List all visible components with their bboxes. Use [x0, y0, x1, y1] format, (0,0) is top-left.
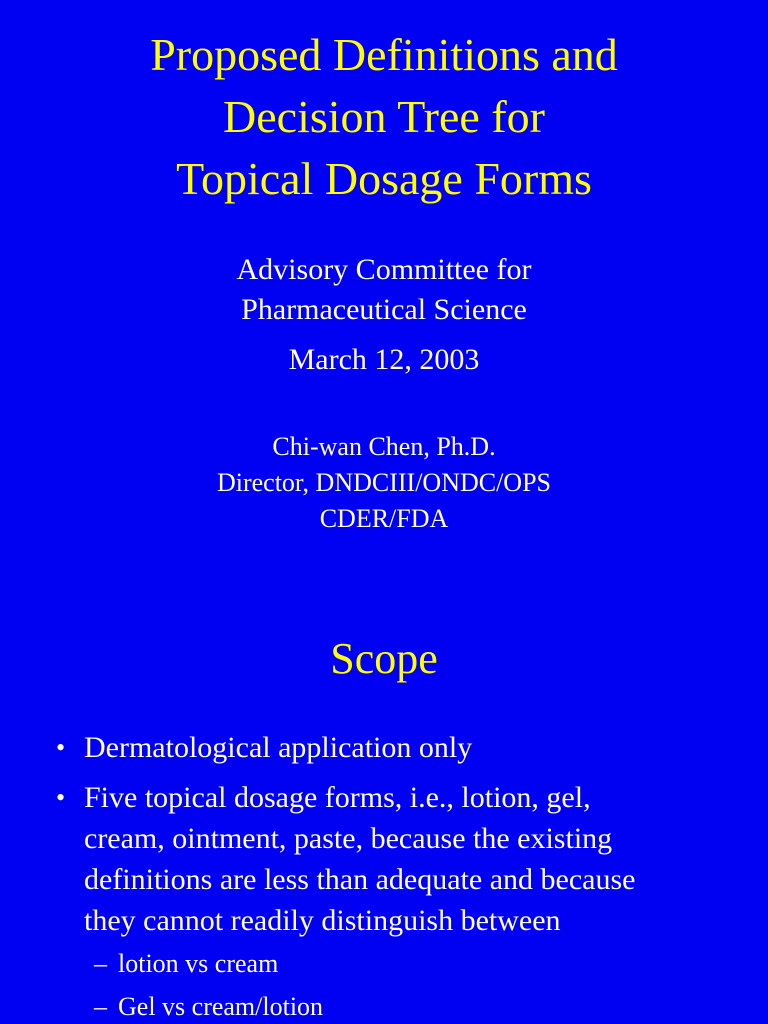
bullet-text-line-3: definitions are less than adequate and because: [84, 863, 636, 896]
bullet-text: Dermatological application only: [84, 731, 473, 764]
dash-icon: –: [94, 949, 107, 978]
bullet-dot-icon: •: [56, 783, 66, 812]
author-organization: CDER/FDA: [319, 504, 449, 533]
slide-title-line-2: Decision Tree for: [223, 91, 545, 142]
presentation-date: March 12, 2003: [288, 343, 480, 376]
scope-title: Scope: [330, 634, 438, 683]
subbullet-text: Gel vs cream/lotion: [118, 992, 324, 1021]
author-name: Chi-wan Chen, Ph.D.: [272, 432, 496, 461]
author-title: Director, DNDCIII/ONDC/OPS: [216, 468, 552, 497]
subbullet-text: lotion vs cream: [118, 949, 279, 978]
bullet-text-line-2: cream, ointment, paste, because the existing: [84, 822, 613, 855]
slide-title-line-1: Proposed Definitions and: [150, 29, 618, 80]
subtitle-line-2: Pharmaceutical Science: [241, 293, 527, 326]
bullet-dot-icon: •: [56, 733, 66, 762]
subtitle-line-1: Advisory Committee for: [236, 253, 532, 286]
bullet-text-line-1: Five topical dosage forms, i.e., lotion, gel,: [84, 781, 591, 814]
bullet-text-line-4: they cannot readily distinguish between: [84, 904, 561, 937]
dash-icon: –: [94, 992, 107, 1021]
slide-title-line-3: Topical Dosage Forms: [176, 153, 592, 204]
